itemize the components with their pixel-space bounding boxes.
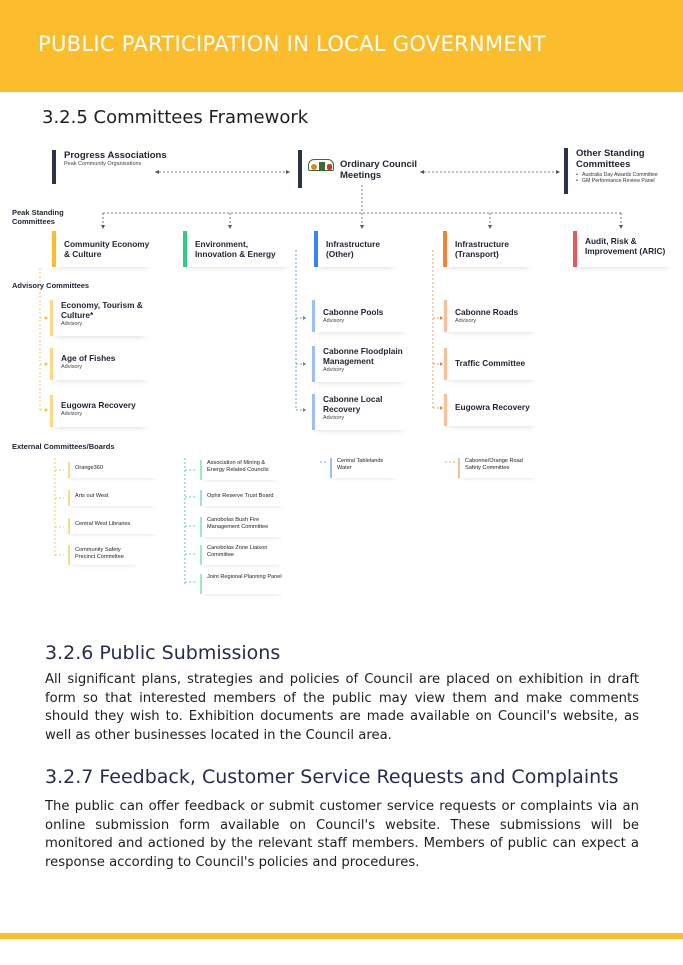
advisory-card <box>312 394 408 430</box>
advisory-sub: Advisory <box>61 411 83 417</box>
committees-framework-chart <box>0 140 683 610</box>
peak-committee-card <box>183 231 291 267</box>
external-committee <box>200 545 284 565</box>
feedback-heading: 3.2.7 Feedback, Customer Service Requests and Complaints <box>45 766 619 788</box>
peak-standing-label: Peak Standing Committees <box>12 208 64 226</box>
advisory-title: Traffic Committee <box>455 358 526 368</box>
advisory-card <box>312 300 408 332</box>
advisory-sub: Advisory <box>323 367 345 373</box>
advisory-card <box>444 300 538 332</box>
external-committee-name: Central West Libraries <box>75 521 131 527</box>
external-committee <box>68 518 158 534</box>
external-committee-name: Community Safety Precinct Committee <box>75 547 124 560</box>
advisory-sub: Advisory <box>61 364 83 370</box>
external-committee <box>458 458 538 478</box>
peak-committee-title: Audit, Risk & Improvement (ARIC) <box>585 236 666 256</box>
external-committee-name: Arts out West <box>75 493 109 499</box>
external-committee-name: Association of Mining & Energy Related Councils <box>207 460 269 473</box>
advisory-card <box>50 300 150 336</box>
external-committee <box>200 490 286 506</box>
feedback-paragraph: The public can offer feedback or submit customer service requests or complaints via an online submission form available on Council's website. These submissions will be monitored and actioned by the relevant staff members. Members of public can expect a response according to Council's policies and procedures. <box>45 799 639 870</box>
external-committee-name: Orange360 <box>75 465 103 471</box>
external-committee <box>200 460 280 480</box>
peak-committee-card <box>314 231 398 267</box>
peak-committee-title: Community Economy & Culture <box>64 239 150 259</box>
framework-heading: 3.2.5 Committees Framework <box>42 107 309 128</box>
external-committee-name: Cabonne/Orange Road Safety Committee <box>465 458 523 471</box>
peak-committee-card <box>52 231 152 267</box>
peak-committee-title: Infrastructure (Other) <box>326 239 380 259</box>
advisory-title: Age of Fishes <box>61 353 116 363</box>
peak-committee-card <box>443 231 533 267</box>
header-title: PUBLIC PARTICIPATION IN LOCAL GOVERNMENT <box>38 32 547 56</box>
external-committee <box>200 517 284 537</box>
advisory-title: Cabonne Pools <box>323 307 384 317</box>
external-committee-name: Canobolas Bush Fire Management Committee <box>207 517 269 530</box>
advisory-sub: Advisory <box>61 321 83 327</box>
external-committee <box>330 458 398 478</box>
advisory-card <box>444 348 538 380</box>
other-standing-title: Other Standing Committees <box>576 148 645 170</box>
progress-associations-title: Progress Associations <box>64 150 167 161</box>
external-committee-name: Canobolas Zone Liaison Committee <box>207 545 268 558</box>
progress-associations-sub: Peak Community Organisations <box>64 161 142 167</box>
other-standing-committees-box <box>564 148 674 194</box>
advisory-title: Cabonne Roads <box>455 307 519 317</box>
external-committee <box>68 490 158 506</box>
peak-committee-title: Infrastructure (Transport) <box>455 239 509 259</box>
ordinary-council-meetings-title: Ordinary Council Meetings <box>340 159 418 181</box>
advisory-title: Cabonne Local Recovery <box>323 394 383 414</box>
advisory-sub: Advisory <box>323 415 345 421</box>
footer-bar <box>0 933 683 939</box>
external-committee <box>200 574 284 594</box>
progress-associations-box <box>52 150 167 184</box>
external-committees-label: External Committees/Boards <box>12 442 115 451</box>
council-logo-icon <box>308 159 334 171</box>
peak-committee-card <box>573 231 673 267</box>
advisory-title: Eugowra Recovery <box>455 402 530 412</box>
submissions-heading: 3.2.6 Public Submissions <box>45 642 281 664</box>
advisory-title: Eugowra Recovery <box>61 400 136 410</box>
advisory-card <box>312 346 408 382</box>
external-committee-name: Ophir Reserve Trust Board <box>207 493 274 499</box>
external-committee <box>68 462 158 478</box>
submissions-paragraph: All significant plans, strategies and policies of Council are placed on exhibition in draft form so that interested members of the public may view them and make comments should they wish to. Exhibition documents are made available on Council's website, as well as other businesses located in the Council area. <box>45 672 639 743</box>
other-standing-item: • Australia Day Awards Committee <box>576 172 674 178</box>
page-header <box>0 0 683 92</box>
advisory-committees-label: Advisory Committees <box>12 281 90 290</box>
other-standing-item: • GM Performance Review Panel <box>576 178 674 184</box>
other-standing-list <box>576 172 674 184</box>
advisory-card <box>50 348 150 380</box>
external-committee <box>68 545 140 565</box>
peak-committee-title: Environment, Innovation & Energy <box>195 239 276 259</box>
advisory-sub: Advisory <box>455 318 477 324</box>
external-committee-name: Joint Regional Planning Panel <box>207 574 282 580</box>
advisory-title: Cabonne Floodplain Management <box>323 346 403 366</box>
advisory-card <box>50 395 150 427</box>
advisory-sub: Advisory <box>323 318 345 324</box>
advisory-card <box>444 394 538 426</box>
advisory-title: Economy, Tourism & Culture* <box>61 300 143 320</box>
external-committee-name: Central Tablelands Water <box>337 458 384 471</box>
